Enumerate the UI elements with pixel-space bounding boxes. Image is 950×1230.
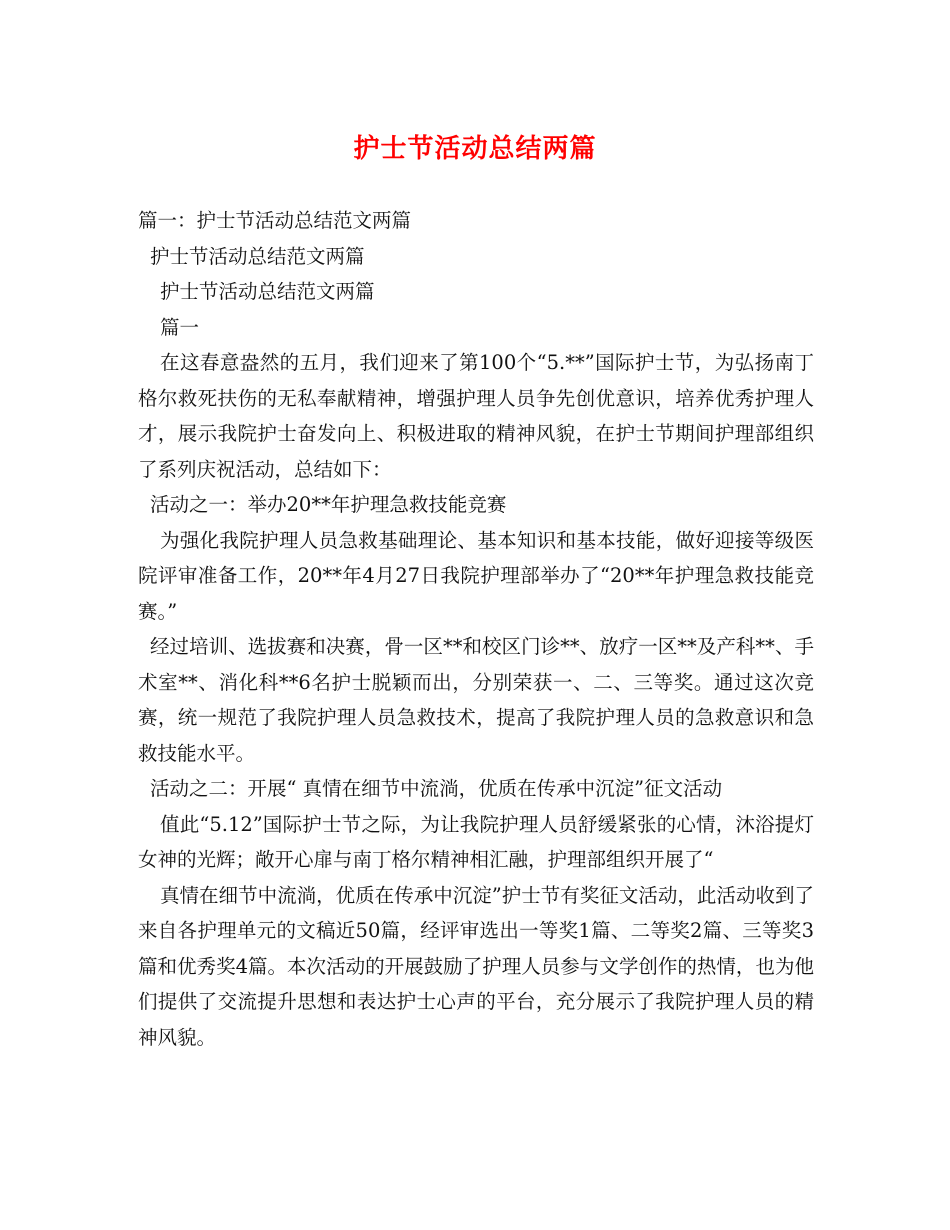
paragraph-subtitle-repeat: 护士节活动总结范文两篇: [160, 280, 375, 303]
paragraph-activity-one-heading: 活动之一：举办20**年护理急救技能竞赛: [150, 493, 507, 516]
paragraph-activity-two-heading: 活动之二：开展“ 真情在细节中流淌，优质在传承中沉淀”征文活动: [150, 777, 723, 800]
paragraph-heading-part-one: 篇一：护士节活动总结范文两篇: [138, 209, 412, 232]
document-body: [138, 203, 814, 1055]
document-title: 护士节活动总结两篇: [353, 134, 597, 164]
paragraph-subtitle: 护士节活动总结范文两篇: [150, 244, 365, 268]
paragraph-intro: 在这春意盎然的五月，我们迎来了第100个“5.**”国际护士节，为弘扬南丁格尔救死扶伤的无私奉献精神，增强护理人员争先创优意识，培养优秀护理人才，展示我院护士奋发向上、积极进取的精神风貌，在护士节期间护理部组织了系列庆祝活动，总结如下：: [138, 351, 814, 481]
paragraph-section-label: 篇一: [160, 315, 200, 339]
paragraph-activity-one-body: 为强化我院护理人员急救基础理论、基本知识和基本技能，做好迎接等级医院评审准备工作，20**年4月27日我院护理部举办了“20**年护理急救技能竞赛。”: [138, 528, 814, 623]
paragraph-activity-one-results: 经过培训、选拔赛和决赛，骨一区**和校区门诊**、放疗一区**及产科**、手术室**、消化科**6名护士脱颖而出，分别荣获一、二、三等奖。通过这次竞赛，统一规范了我院护理人员急救技术，提高了我院护理人员的急救意识和急救技能水平。: [138, 635, 814, 765]
paragraph-activity-two-body: 值此“5.12”国际护士节之际，为让我院护理人员舒缓紧张的心情，沐浴提灯女神的光辉；敞开心扉与南丁格尔精神相汇融，护理部组织开展了“: [138, 812, 814, 871]
paragraph-activity-two-results: 真情在细节中流淌，优质在传承中沉淀”护士节有奖征文活动，此活动收到了来自各护理单元的文稿近50篇，经评审选出一等奖1篇、二等奖2篇、三等奖3篇和优秀奖4篇。本次活动的开展鼓励了护理人员参与文学创作的热情，也为他们提供了交流提升思想和表达护士心声的平台，充分展示了我院护理人员的精神风貌。: [138, 883, 814, 1049]
